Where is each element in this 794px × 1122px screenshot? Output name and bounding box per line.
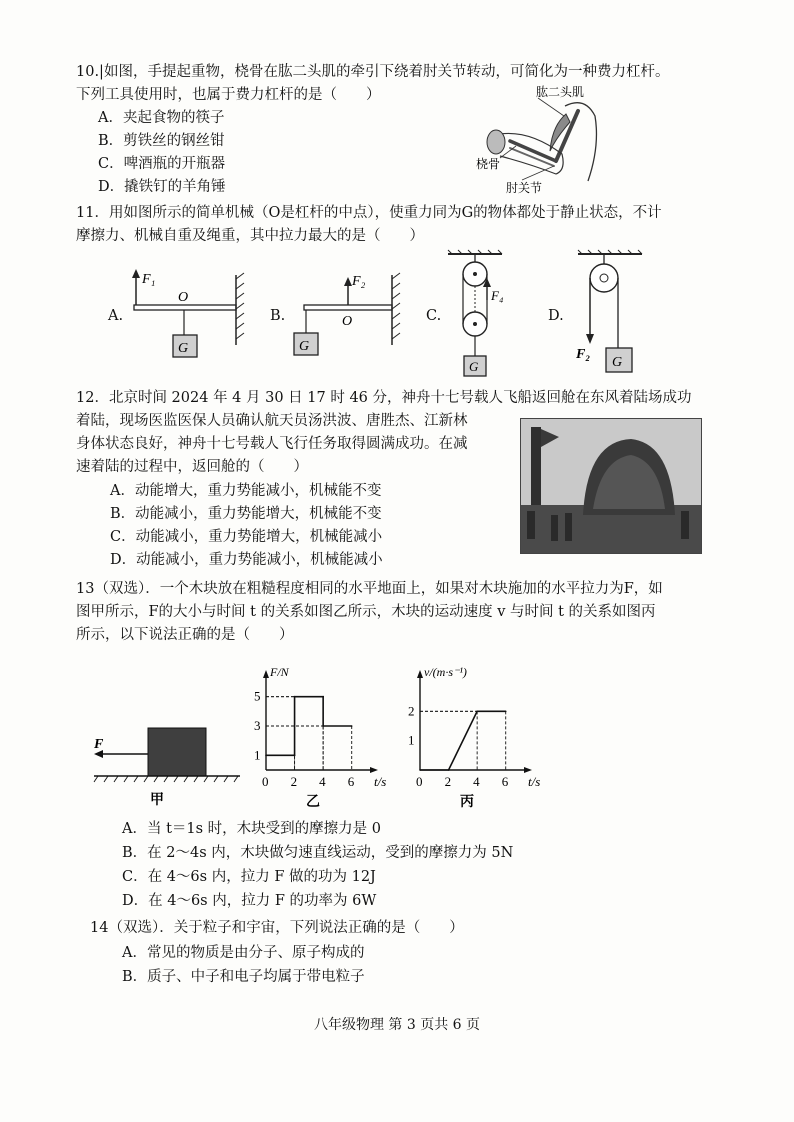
f1-label: F₁ <box>142 272 156 287</box>
bing-x-arrow <box>524 767 532 773</box>
bing-point-1 <box>448 769 450 771</box>
yi-ytick-2: 5 <box>254 688 261 704</box>
g-label-d: G <box>612 355 623 370</box>
yi-y-arrow <box>263 670 269 678</box>
yi-point-4 <box>322 725 324 727</box>
g-label-a: G <box>178 341 189 356</box>
q11-option-c-letter: C. <box>426 308 442 324</box>
q13-option-b: B．在 2～4s 内，木块做匀速直线运动，受到的摩擦力为 5N <box>122 845 514 861</box>
yi-ylabel: F/N <box>270 665 289 679</box>
q13-option-a: A．当 t＝1s 时，木块受到的摩擦力是 0 <box>122 821 382 837</box>
bing-point-0 <box>419 769 421 771</box>
yi-point-0 <box>265 755 267 757</box>
yi-point-2 <box>294 696 296 698</box>
q12-stem-line4: 速着陆的过程中，返回舱的（ ） <box>76 459 308 475</box>
q10-option-d: D．撬铁钉的羊角锤 <box>98 179 226 195</box>
f2-label-b: F₂ <box>352 274 366 289</box>
bing-ytick-0: 1 <box>408 732 415 748</box>
q11-figure-d <box>572 250 662 380</box>
q13-stem-line1: 13（双选）．一个木块放在粗糙程度相同的水平地面上，如果对木块施加的水平拉力为F，如 <box>76 581 663 597</box>
bing-xlabel: t/s <box>528 774 541 789</box>
yi-point-5 <box>351 725 353 727</box>
q12-option-a: A．动能增大，重力势能减小，机械能不变 <box>110 483 382 499</box>
q11-option-a-letter: A. <box>108 308 124 324</box>
bing-point-2 <box>476 711 478 713</box>
elbow-label: 肘关节 <box>506 181 543 195</box>
q12-option-c: C．动能减小，重力势能增大，机械能减小 <box>110 529 383 545</box>
q13-chart-bing <box>400 658 550 808</box>
q13-option-c: C．在 4～6s 内，拉力 F 做的功为 12J <box>122 869 376 885</box>
o-label-a: O <box>178 290 189 305</box>
q11-figure-a <box>120 265 250 365</box>
q12-stem-line2: 着陆，现场医监医保人员确认航天员汤洪波、唐胜杰、江新林 <box>76 413 468 429</box>
bing-caption: 丙 <box>460 795 474 810</box>
yi-xlabel: t/s <box>374 774 387 789</box>
yi-caption: 乙 <box>306 795 320 810</box>
yi-ytick-0: 1 <box>254 747 261 763</box>
return-capsule-photo <box>520 418 702 554</box>
bing-ytick-1: 2 <box>408 703 415 719</box>
q11-stem-line1: 11．用如图所示的简单机械（O是杠杆的中点），使重力同为G的物体都处于静止状态，不计 <box>76 205 662 221</box>
o-label-b: O <box>342 314 353 329</box>
page-footer: 八年级物理 第 3 页共 6 页 <box>313 1017 481 1033</box>
q14-option-a: A．常见的物质是由分子、原子构成的 <box>122 945 365 961</box>
bing-xtick-1: 2 <box>444 774 452 789</box>
q13-figure-jia <box>90 718 240 814</box>
q13-option-d: D．在 4～6s 内，拉力 F 的功率为 6W <box>122 893 377 909</box>
bing-series-line <box>420 711 506 770</box>
yi-xtick-3: 6 <box>347 774 355 789</box>
q11-stem-line2: 摩擦力、机械自重及绳重，其中拉力最大的是（ ） <box>76 228 424 244</box>
bing-xtick-2: 4 <box>473 774 480 789</box>
q10-stem-line2: 下列工具使用时，也属于费力杠杆的是（ ） <box>76 87 381 103</box>
g-label-c: G <box>469 359 479 374</box>
q12-stem-line3: 身体状态良好，神舟十七号载人飞行任务取得圆满成功。在减 <box>76 436 468 452</box>
q14-option-b: B．质子、中子和电子均属于带电粒子 <box>122 969 365 985</box>
q11-option-b-letter: B. <box>270 308 286 324</box>
yi-ytick-1: 3 <box>254 718 261 733</box>
bing-y-arrow <box>417 670 423 678</box>
g-label-b: G <box>299 339 310 354</box>
q13-chart-yi <box>246 658 396 808</box>
q11-figure-b <box>290 265 420 365</box>
q12-option-b: B．动能减小，重力势能增大，机械能不变 <box>110 506 382 522</box>
jia-force-label: F <box>94 737 104 752</box>
yi-xtick-0: 0 <box>262 774 269 789</box>
q13-stem-line3: 所示，以下说法正确的是（ ） <box>76 627 294 643</box>
q10-option-c: C．啤酒瓶的开瓶器 <box>98 156 226 172</box>
bing-point-3 <box>505 711 507 713</box>
bing-xtick-0: 0 <box>416 774 423 789</box>
yi-point-3 <box>322 696 324 698</box>
bing-ylabel: v/(m·s⁻¹) <box>424 665 467 679</box>
q14-stem: 14（双选）．关于粒子和宇宙，下列说法正确的是（ ） <box>90 920 464 936</box>
biceps-label: 肱二头肌 <box>536 85 585 99</box>
q11-figure-c <box>440 250 520 380</box>
q10-arm-figure <box>470 86 640 196</box>
yi-xtick-1: 2 <box>290 774 298 789</box>
yi-xtick-2: 4 <box>319 774 326 789</box>
q10-option-b: B．剪铁丝的钢丝钳 <box>98 133 225 149</box>
f4-label: F₄ <box>491 288 504 303</box>
q10-option-a: A．夹起食物的筷子 <box>98 110 225 126</box>
q11-option-d-letter: D. <box>548 308 564 324</box>
f2-label-d: F₂ <box>576 347 591 362</box>
q10-stem-line1: 10.|如图，手提起重物，桡骨在肱二头肌的牵引下绕着肘关节转动，可简化为一种费力杠杆。 <box>76 64 670 80</box>
jia-caption: 甲 <box>150 793 164 808</box>
q12-stem-line1: 12．北京时间 2024 年 4 月 30 日 17 时 46 分，神舟十七号载人飞船返回舱在东风着陆场成功 <box>76 390 692 406</box>
yi-x-arrow <box>370 767 378 773</box>
q13-stem-line2: 图甲所示，F的大小与时间 t 的关系如图乙所示，木块的运动速度 v 与时间 t 的关系如图丙 <box>76 604 656 620</box>
bing-xtick-3: 6 <box>501 774 509 789</box>
yi-point-1 <box>294 755 296 757</box>
radius-label: 桡骨 <box>476 157 501 171</box>
q12-option-d: D．动能减小，重力势能减小，机械能减小 <box>110 552 383 568</box>
